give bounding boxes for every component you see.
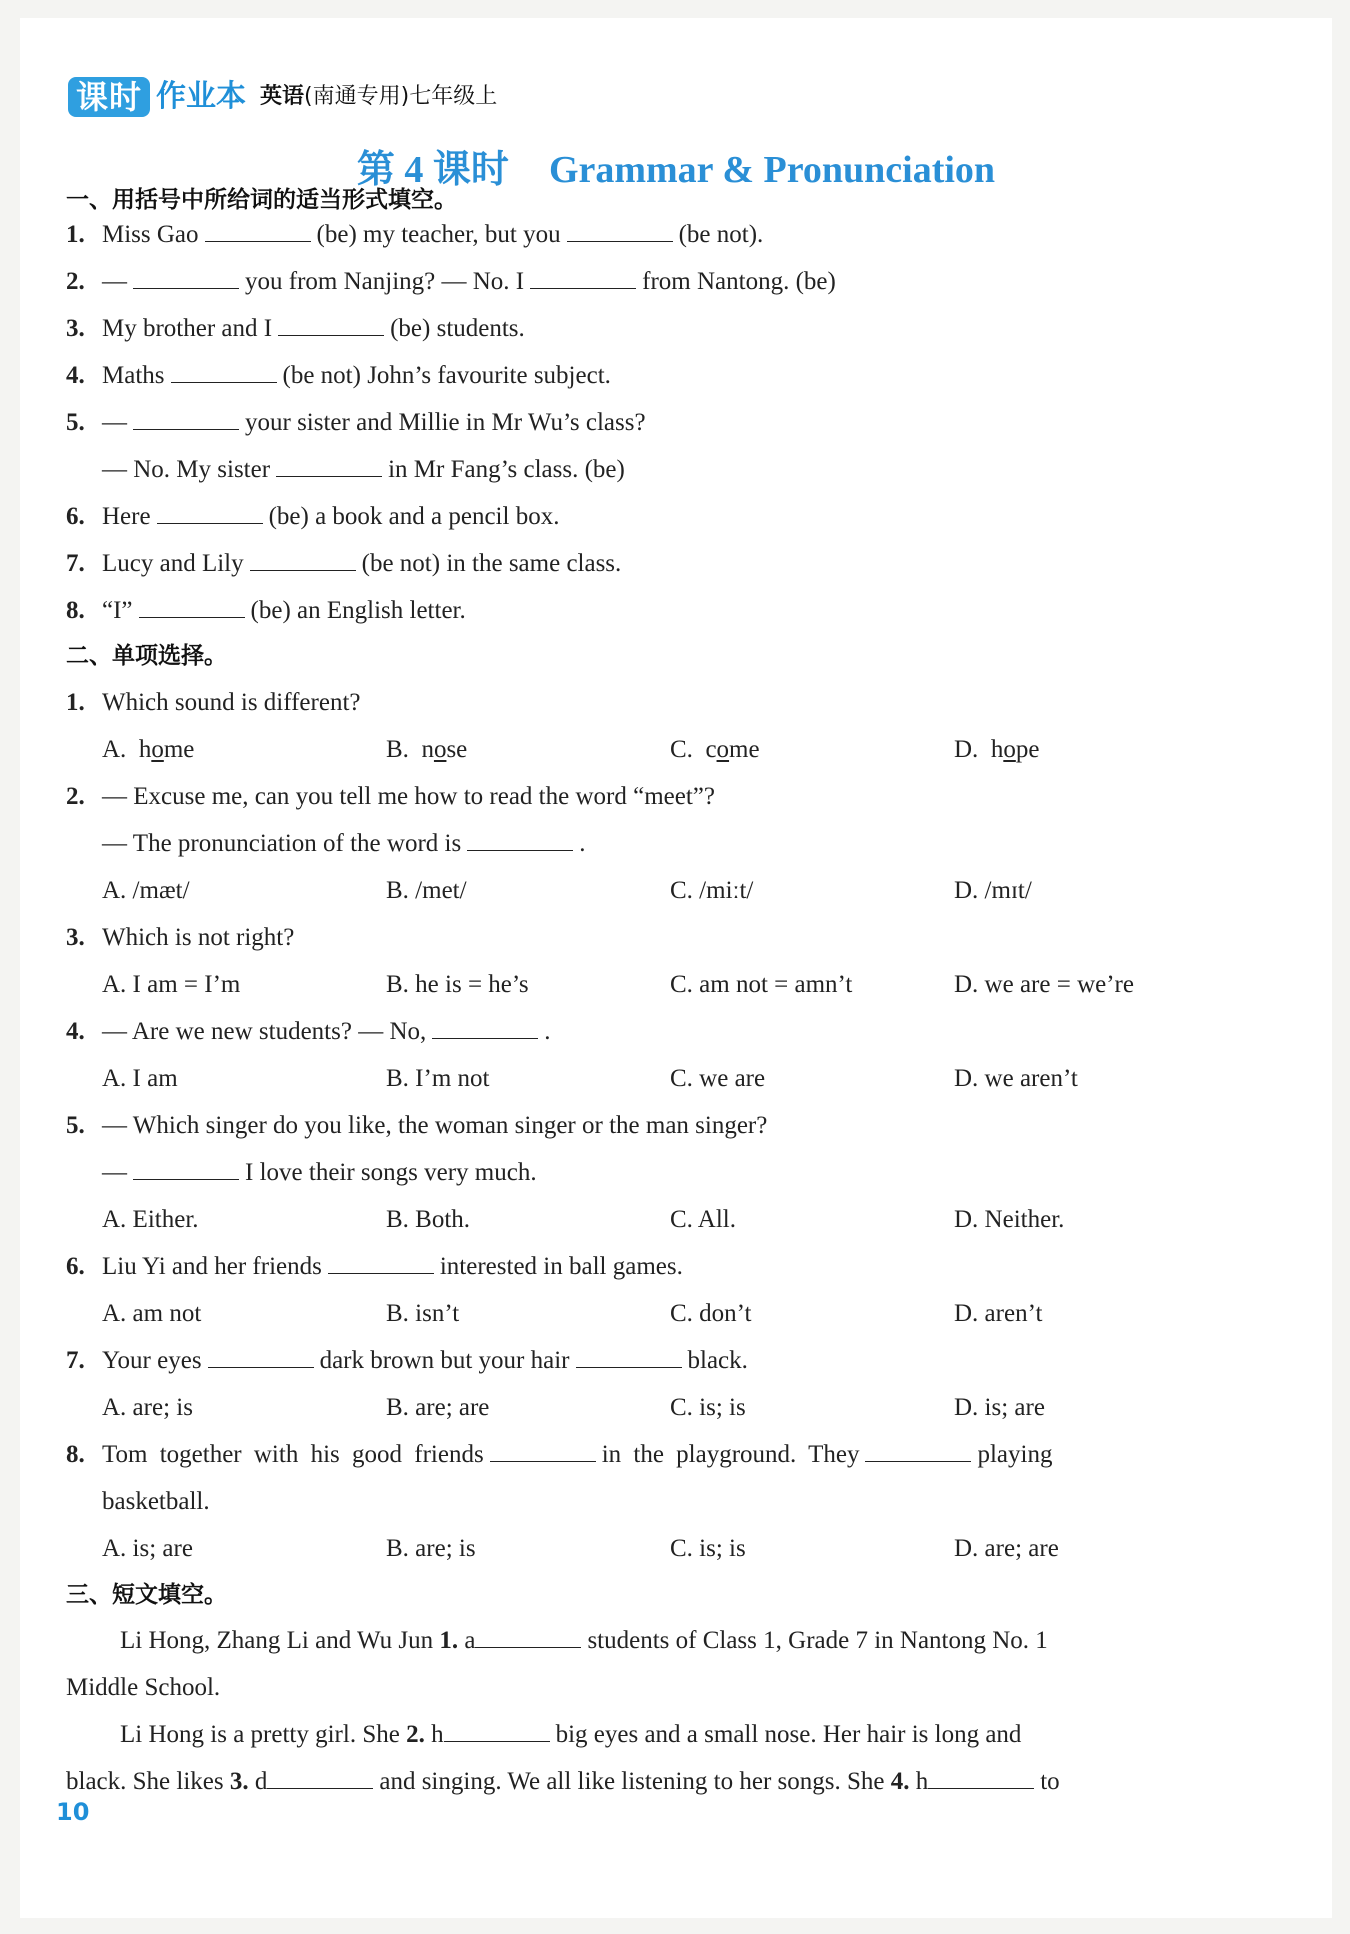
answer-blank[interactable]: [328, 1251, 434, 1274]
s2-q4-option-c[interactable]: C. we are: [670, 1065, 766, 1092]
s2-q5-option-d[interactable]: D. Neither.: [954, 1206, 1065, 1233]
s1-item-8: 8. “I” (be) an English letter.: [66, 597, 466, 624]
s2-q3-option-d[interactable]: D. we are = we’re: [954, 971, 1134, 998]
s2-q5-option-b[interactable]: B. Both.: [386, 1206, 471, 1233]
s2-q3-option-a[interactable]: A. I am = I’m: [102, 971, 241, 998]
s2-q7-stem: 7. Your eyes dark brown but your hair black.: [66, 1347, 748, 1374]
answer-blank[interactable]: [208, 1345, 314, 1368]
s2-q5-stem: 5. — Which singer do you like, the woman singer or the man singer?: [66, 1112, 768, 1139]
s2-q2-option-d[interactable]: D. /mɪt/: [954, 877, 1032, 904]
s2-q2-stem-2: — The pronunciation of the word is .: [102, 830, 586, 857]
s2-q4-option-a[interactable]: A. I am: [102, 1065, 178, 1092]
s2-q6-option-a[interactable]: A. am not: [102, 1300, 202, 1327]
answer-blank[interactable]: [250, 548, 356, 571]
s2-q4-option-b[interactable]: B. I’m not: [386, 1065, 490, 1092]
page-number: 10: [56, 1798, 90, 1826]
answer-blank[interactable]: [865, 1439, 971, 1462]
section2-heading: 二、单项选择。: [66, 643, 227, 669]
lesson-title-en: Grammar & Pronunciation: [548, 149, 996, 191]
s2-q1-stem: 1. Which sound is different?: [66, 689, 361, 716]
answer-blank[interactable]: [133, 266, 239, 289]
answer-blank[interactable]: [490, 1439, 596, 1462]
s2-q3-option-c[interactable]: C. am not = amn’t: [670, 971, 853, 998]
answer-blank[interactable]: [139, 595, 245, 618]
brand-logo: 课时: [68, 77, 150, 117]
s2-q6-option-d[interactable]: D. aren’t: [954, 1300, 1043, 1327]
s2-q3-option-b[interactable]: B. he is = he’s: [386, 971, 529, 998]
subject-label: 英语: [260, 84, 305, 109]
s2-q1-option-d[interactable]: D. hope: [954, 736, 1040, 763]
section3-heading: 三、短文填空。: [66, 1582, 227, 1608]
s2-q6-option-c[interactable]: C. don’t: [670, 1300, 752, 1327]
section1-heading: 一、用括号中所给词的适当形式填空。: [66, 187, 457, 213]
book-info: [260, 77, 497, 117]
s1-item-5: 5. — your sister and Millie in Mr Wu’s class?: [66, 409, 646, 436]
s2-q5-stem-2: — I love their songs very much.: [102, 1159, 537, 1186]
s2-q1-option-a[interactable]: A. home: [102, 736, 195, 763]
page-header: [68, 73, 497, 117]
s2-q6-option-b[interactable]: B. isn’t: [386, 1300, 460, 1327]
s1-item-4: 4. Maths (be not) John’s favourite subject.: [66, 362, 611, 389]
s2-q3-stem: 3. Which is not right?: [66, 924, 295, 951]
s1-item-3: 3. My brother and I (be) students.: [66, 315, 525, 342]
s3-paragraph-2-line-2: black. She likes 3. d and singing. We all like listening to her songs. She 4. h to: [66, 1768, 1060, 1795]
s3-paragraph-1-line-2: Middle School.: [66, 1674, 221, 1701]
s2-q7-option-b[interactable]: B. are; are: [386, 1394, 490, 1421]
answer-blank[interactable]: [567, 219, 673, 242]
s2-q2-option-b[interactable]: B. /met/: [386, 877, 467, 904]
s1-item-1: 1. Miss Gao (be) my teacher, but you (be not).: [66, 221, 764, 248]
s2-q4-option-d[interactable]: D. we aren’t: [954, 1065, 1078, 1092]
answer-blank[interactable]: [444, 1719, 550, 1742]
answer-blank[interactable]: [278, 313, 384, 336]
answer-blank[interactable]: [475, 1625, 581, 1648]
s2-q8-option-b[interactable]: B. are; is: [386, 1535, 476, 1562]
answer-blank[interactable]: [133, 407, 239, 430]
s3-paragraph-1-line-1: Li Hong, Zhang Li and Wu Jun 1. a students of Class 1, Grade 7 in Nantong No. 1: [120, 1627, 1048, 1654]
s2-q5-option-a[interactable]: A. Either.: [102, 1206, 199, 1233]
answer-blank[interactable]: [157, 501, 263, 524]
s2-q8-stem: 8. Tom together with his good friends in the playground. They playing: [66, 1441, 1053, 1468]
answer-blank[interactable]: [276, 454, 382, 477]
s2-q6-stem: 6. Liu Yi and her friends interested in ball games.: [66, 1253, 683, 1280]
s1-item-2: 2. — you from Nanjing? — No. I from Nantong. (be): [66, 268, 836, 295]
lesson-title-cn: 第 4 课时: [356, 149, 509, 191]
answer-blank[interactable]: [205, 219, 311, 242]
s2-q2-option-a[interactable]: A. /mæt/: [102, 877, 190, 904]
answer-blank[interactable]: [432, 1016, 538, 1039]
s1-item-5-reply: — No. My sister in Mr Fang’s class. (be): [102, 456, 625, 483]
s1-item-6: 6. Here (be) a book and a pencil box.: [66, 503, 560, 530]
s2-q2-stem: 2. — Excuse me, can you tell me how to read the word “meet”?: [66, 783, 715, 810]
s2-q8-option-c[interactable]: C. is; is: [670, 1535, 746, 1562]
answer-blank[interactable]: [267, 1766, 373, 1789]
s1-item-7: 7. Lucy and Lily (be not) in the same class.: [66, 550, 622, 577]
answer-blank[interactable]: [928, 1766, 1034, 1789]
answer-blank[interactable]: [467, 828, 573, 851]
worksheet-page: [20, 18, 1332, 1918]
s2-q4-stem: 4. — Are we new students? — No, .: [66, 1018, 551, 1045]
s2-q1-option-b[interactable]: B. nose: [386, 736, 468, 763]
answer-blank[interactable]: [133, 1157, 239, 1180]
answer-blank[interactable]: [530, 266, 636, 289]
answer-blank[interactable]: [171, 360, 277, 383]
s2-q7-option-d[interactable]: D. is; are: [954, 1394, 1045, 1421]
edition-label: (南通专用)七年级上: [304, 84, 498, 109]
answer-blank[interactable]: [576, 1345, 682, 1368]
s2-q8-option-d[interactable]: D. are; are: [954, 1535, 1059, 1562]
s2-q8-stem-2: basketball.: [102, 1488, 210, 1515]
s2-q2-option-c[interactable]: C. /miːt/: [670, 877, 754, 904]
s2-q1-option-c[interactable]: C. come: [670, 736, 760, 763]
s2-q8-option-a[interactable]: A. is; are: [102, 1535, 193, 1562]
s2-q7-option-a[interactable]: A. are; is: [102, 1394, 193, 1421]
s3-paragraph-2-line-1: Li Hong is a pretty girl. She 2. h big eyes and a small nose. Her hair is long and: [120, 1721, 1022, 1748]
s2-q5-option-c[interactable]: C. All.: [670, 1206, 736, 1233]
s2-q7-option-c[interactable]: C. is; is: [670, 1394, 746, 1421]
brand-logo-subtitle: 作业本: [156, 79, 247, 114]
